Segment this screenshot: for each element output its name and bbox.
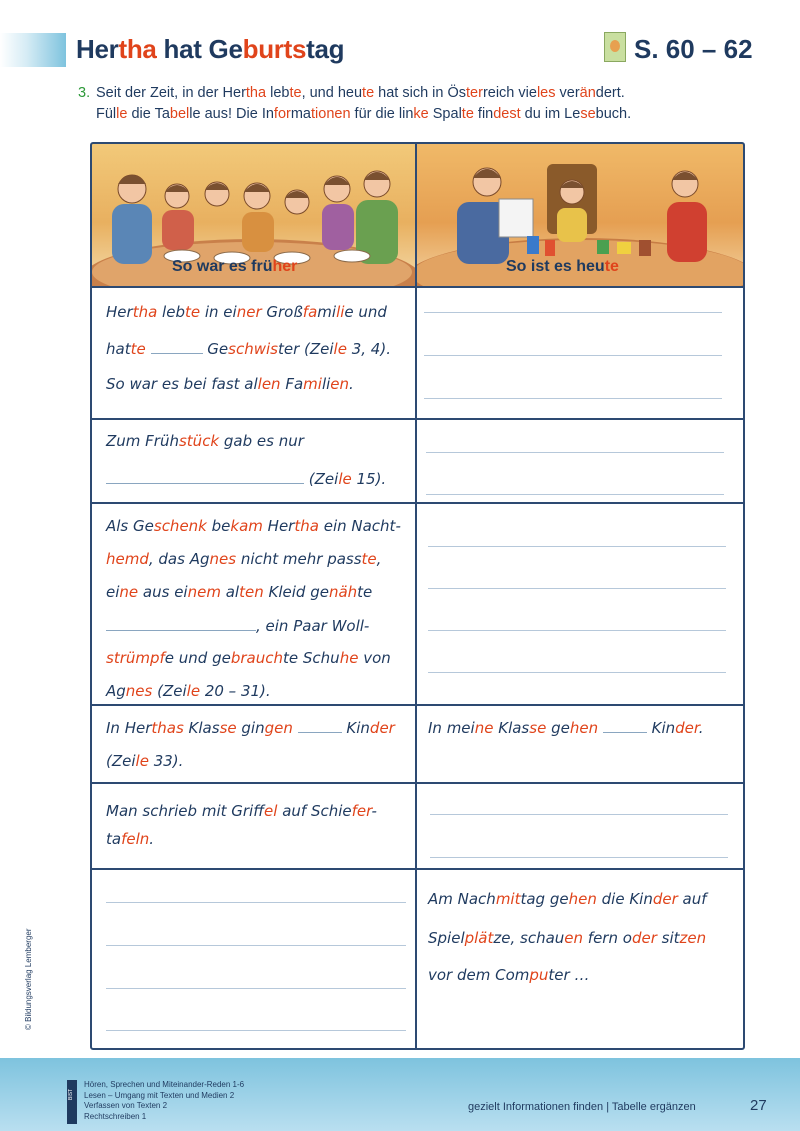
- task-number: 3.: [78, 85, 91, 101]
- table-row-divider: [91, 782, 744, 784]
- fill-in-blank[interactable]: [298, 718, 342, 733]
- fill-in-blank[interactable]: [106, 469, 304, 484]
- row4-right-line1: In meine Klasse gehen Kinder.: [428, 719, 704, 737]
- row6-right-line3: vor dem Computer …: [428, 966, 590, 984]
- row5-text-line2: tafeln.: [106, 830, 155, 848]
- footer-standards: Hören, Sprechen und Miteinander-Reden 1-6 Lesen – Umgang mit Texten und Medien 2 Verfassen von Texten 2 Rechtschreiben 1: [84, 1080, 245, 1121]
- copyright-notice: © Bildungsverlag Lemberger: [24, 928, 33, 1030]
- fill-in-blank[interactable]: [603, 718, 647, 733]
- column-header-past: So war es früher: [172, 258, 298, 275]
- writing-line[interactable]: [424, 312, 722, 313]
- writing-line[interactable]: [106, 988, 406, 989]
- row4-left-line1: In Herthas Klasse gingen Kinder: [106, 719, 395, 737]
- table-row-divider: [91, 868, 744, 870]
- writing-line[interactable]: [426, 494, 724, 495]
- header-color-band: [0, 33, 66, 67]
- row3-text-line1: Als Geschenk bekam Hertha ein Nacht-: [106, 517, 401, 535]
- row3-text-line3: eine aus einem alten Kleid genähte: [106, 583, 373, 601]
- table-row-divider: [91, 286, 744, 288]
- table-row-divider: [91, 418, 744, 420]
- page-number: 27: [750, 1097, 767, 1114]
- task-line-1: Seit der Zeit, in der Hertha lebte, und heute hat sich in Österreich vieles verändert.: [96, 85, 625, 101]
- writing-line[interactable]: [428, 588, 726, 589]
- writing-line[interactable]: [424, 398, 722, 399]
- row5-text-line1: Man schrieb mit Griffel auf Schiefer-: [106, 802, 377, 820]
- writing-line[interactable]: [106, 1030, 406, 1031]
- row4-left-line2: (Zeile 33).: [106, 752, 184, 770]
- row1-text-line1: Hertha lebte in einer Großfamilie und: [106, 303, 387, 321]
- writing-line[interactable]: [430, 857, 728, 858]
- writing-line[interactable]: [428, 546, 726, 547]
- book-cover-icon: [604, 32, 626, 62]
- writing-line[interactable]: [430, 814, 728, 815]
- row3-text-line4: , ein Paar Woll-: [106, 616, 369, 635]
- bist-badge: BIST: [67, 1080, 77, 1124]
- row1-text-line3: So war es bei fast allen Familien.: [106, 375, 354, 393]
- writing-line[interactable]: [424, 355, 722, 356]
- footer-skills: gezielt Informationen finden | Tabelle ergänzen: [468, 1101, 696, 1113]
- table-row-divider: [91, 502, 744, 504]
- writing-line[interactable]: [428, 630, 726, 631]
- row3-text-line6: Agnes (Zeile 20 – 31).: [106, 682, 271, 700]
- task-line-2: Fülle die Tabelle aus! Die Informationen für die linke Spalte findest du im Lesebuch.: [96, 106, 632, 122]
- column-header-today: So ist es heute: [506, 258, 619, 275]
- fill-in-blank[interactable]: [106, 616, 256, 631]
- writing-line[interactable]: [106, 945, 406, 946]
- row3-text-line2: hemd, das Agnes nicht mehr passte,: [106, 550, 382, 568]
- row6-right-line1: Am Nachmittag gehen die Kinder auf: [428, 890, 707, 908]
- page-title: Hertha hat Geburtstag: [76, 34, 345, 64]
- page-reference: S. 60 – 62: [634, 34, 753, 64]
- row1-text-line2: hatte Geschwister (Zeile 3, 4).: [106, 340, 391, 358]
- table-row-divider: [91, 704, 744, 706]
- writing-line[interactable]: [106, 902, 406, 903]
- writing-line[interactable]: [426, 452, 724, 453]
- row2-text-line1: Zum Frühstück gab es nur: [106, 432, 304, 450]
- fill-in-blank[interactable]: [151, 339, 203, 354]
- table-column-divider: [415, 143, 417, 1049]
- row2-text-line2: (Zeile 15).: [106, 469, 386, 488]
- row6-right-line2: Spielplätze, schauen fern oder sitzen: [428, 929, 707, 947]
- row3-text-line5: strümpfe und gebrauchte Schuhe von: [106, 649, 391, 667]
- writing-line[interactable]: [428, 672, 726, 673]
